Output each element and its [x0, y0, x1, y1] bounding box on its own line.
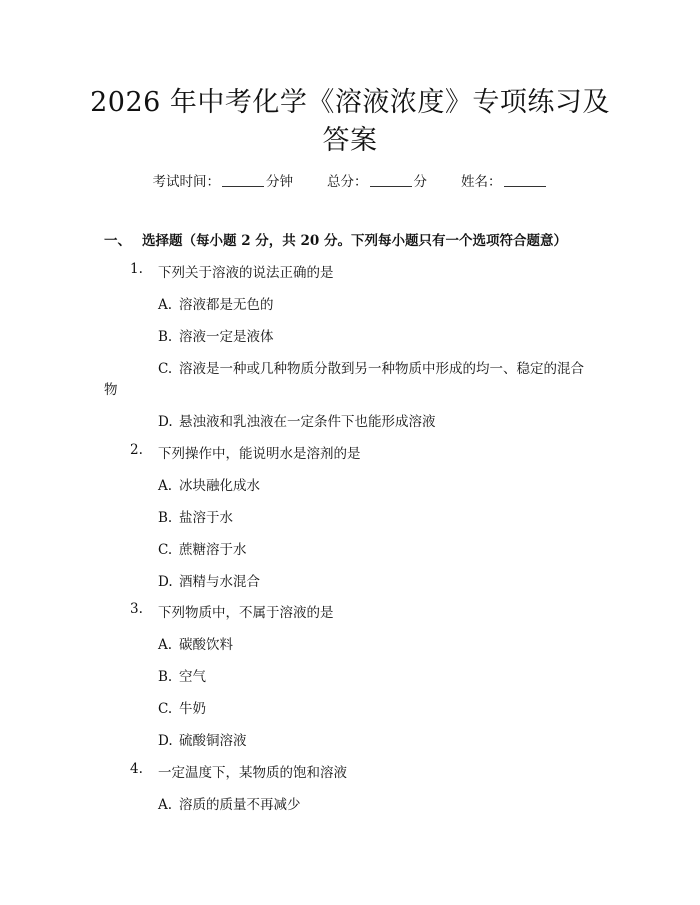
option-3d: D. 硫酸铜溶液 [158, 733, 247, 749]
option-1a: A. 溶液都是无色的 [158, 297, 274, 313]
question-text: 一定温度下，某物质的饱和溶液 [158, 765, 347, 781]
option-2b: B. 盐溶于水 [158, 510, 233, 526]
option-1d: D. 悬浊液和乳浊液在一定条件下也能形成溶液 [158, 414, 436, 430]
name-blank [504, 174, 546, 187]
option-1c: C. 溶液是一种或几种物质分散到另一种物质中形成的均一、稳定的混合 [158, 361, 584, 377]
score-unit: 分 [413, 174, 427, 190]
option-1c-continuation: 物 [104, 382, 118, 398]
question-number: 1. [130, 261, 143, 277]
question-text: 下列关于溶液的说法正确的是 [158, 265, 334, 281]
time-unit: 分钟 [266, 174, 293, 190]
exam-info-line [0, 170, 700, 190]
option-4a: A. 溶质的质量不再减少 [158, 797, 301, 813]
option-3a: A. 碳酸饮料 [158, 637, 233, 653]
question-text: 下列物质中，不属于溶液的是 [158, 605, 334, 621]
score-blank [370, 174, 412, 187]
question-number: 4. [130, 761, 143, 777]
question-text: 下列操作中，能说明水是溶剂的是 [158, 446, 361, 462]
score-label: 总分： [327, 174, 368, 190]
name-label: 姓名： [461, 174, 502, 190]
time-blank [222, 174, 264, 187]
section-number: 一、 [104, 233, 131, 249]
section-title: 选择题（每小题 2 分，共 20 分。下列每小题只有一个选项符合题意） [142, 233, 567, 249]
option-3c: C. 牛奶 [158, 701, 206, 717]
question-number: 3. [130, 601, 143, 617]
question-number: 2. [130, 442, 143, 458]
option-3b: B. 空气 [158, 669, 206, 685]
option-2d: D. 酒精与水混合 [158, 574, 260, 590]
page-title: 2026 年中考化学《溶液浓度》专项练习及答案 [90, 87, 610, 156]
option-2c: C. 蔗糖溶于水 [158, 542, 247, 558]
section-heading [104, 229, 567, 249]
option-1b: B. 溶液一定是液体 [158, 329, 274, 345]
option-2a: A. 冰块融化成水 [158, 478, 260, 494]
time-label: 考试时间： [152, 174, 220, 190]
